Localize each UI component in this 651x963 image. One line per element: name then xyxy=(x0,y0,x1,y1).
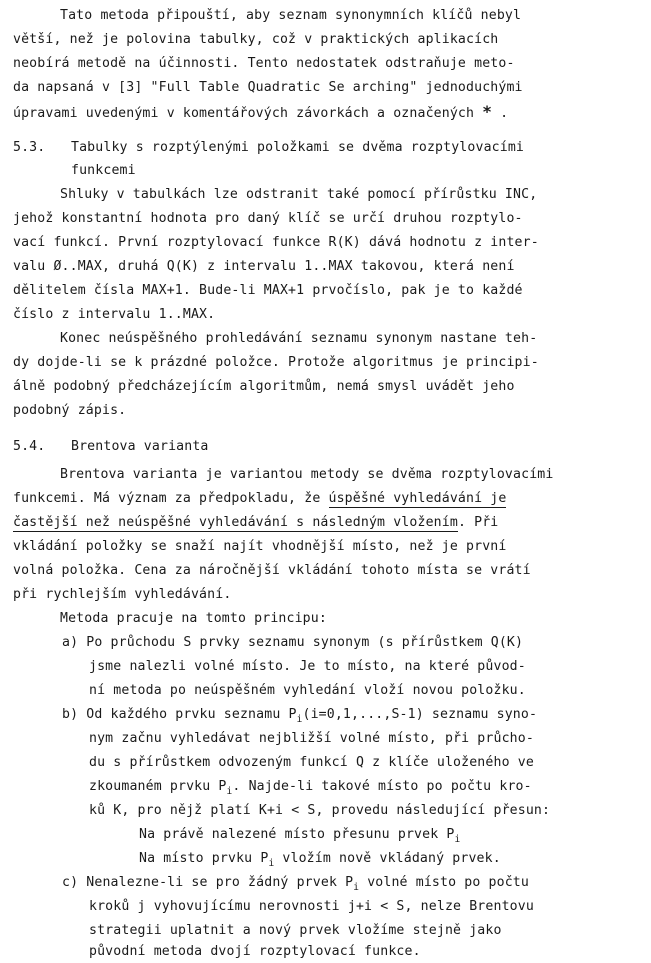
sec33-p1-line-3: vací funkcí. První rozptylovací funkce R(K) dává hodnotu z inter- xyxy=(13,235,539,250)
intro-line-5 xyxy=(13,104,508,122)
sec34-p1-line-3 xyxy=(13,515,498,531)
item-b-line-1 xyxy=(62,707,537,724)
section-5-3-title-line-2: funkcemi xyxy=(71,163,136,178)
section-5-3-title-line-1: Tabulky s rozptýlenými položkami se dvěma rozptylovacími xyxy=(71,140,525,155)
item-b-line-7-rest: vložím nově vkládaný prvek. xyxy=(274,851,501,866)
method-intro-line: Metoda pracuje na tomto principu: xyxy=(60,611,327,626)
subscript-i: i xyxy=(268,858,275,869)
sec34-p1-line-2-text: funkcemi. Má význam za předpokladu, že xyxy=(13,491,329,506)
sec33-p2-line-1: Konec neúspěšného prohledávání seznamu synonym nastane teh- xyxy=(60,331,538,346)
item-b-line-3: du s přírůstkem odvozeným funkcí Q z klíče uloženého ve xyxy=(89,755,534,770)
item-b-line-6 xyxy=(139,827,460,844)
sec34-p1-line-2 xyxy=(13,491,506,507)
sec34-p1-line-5: volná položka. Cena za náročnější vkládání tohoto místa se vrátí xyxy=(13,563,531,578)
sec33-p1-line-4: valu Ø..MAX, druhá Q(K) z intervalu 1..MAX takovou, která není xyxy=(13,259,515,274)
intro-line-4: da napsaná v [3] "Full Table Quadratic Se arching" jednoduchými xyxy=(13,80,523,95)
sec33-p1-line-1: Shluky v tabulkách lze odstranit také pomocí přírůstku INC, xyxy=(60,187,538,202)
section-5-4-number: 5.4. xyxy=(13,439,46,454)
item-b-line-6-text: Na právě nalezené místo přesunu prvek P xyxy=(139,827,455,842)
intro-line-5-end: . xyxy=(500,106,509,121)
item-c-line-1-text: c) Nenalezne-li se pro žádný prvek P xyxy=(62,875,354,890)
intro-line-2: větší, než je polovina tabulky, což v praktických aplikacích xyxy=(13,32,499,47)
item-c-line-2: kroků j vyhovujícímu nerovnosti j+i < S, nelze Brentovu xyxy=(89,899,534,914)
sec33-p2-line-3: álně podobný předcházejícím algoritmům, nemá smysl uvádět jeho xyxy=(13,379,515,394)
sec33-p2-line-2: dy dojde-li se k prázdné položce. Protože algoritmus je principi- xyxy=(13,355,539,370)
item-b-line-4 xyxy=(89,779,532,796)
intro-line-1: Tato metoda připouští, aby seznam synonymních klíčů nebyl xyxy=(60,8,522,23)
subscript-i: i xyxy=(226,786,233,797)
item-b-line-4-text: zkoumaném prvku P xyxy=(89,779,227,794)
subscript-i: i xyxy=(353,882,360,893)
sec34-p1-line-3-end: . Při xyxy=(457,515,499,530)
sec33-p1-line-6: číslo z intervalu 1..MAX. xyxy=(13,307,216,322)
sec34-p1-line-4: vkládání položky se snaží najít vhodnější místo, než je první xyxy=(13,539,507,554)
sec34-p1-line-1: Brentova varianta je variantou metody se dvěma rozptylovacími xyxy=(60,467,554,482)
underlined-phrase-1: úspěšné vyhledávání je xyxy=(328,491,507,506)
item-b-line-4-rest: . Najde-li takové místo po počtu kro- xyxy=(232,779,532,794)
intro-line-5-text: úpravami uvedenými v komentářových závorkách a označených xyxy=(13,106,475,121)
item-a-line-2: jsme nalezli volné místo. Je to místo, na které původ- xyxy=(89,659,526,674)
item-b-line-7-text: Na místo prvku P xyxy=(139,851,269,866)
item-a-line-3: ní metoda po neúspěšném vyhledání vloží novou položku. xyxy=(89,683,526,698)
intro-line-3: neobírá metodě na účinnosti. Tento nedostatek odstraňuje meto- xyxy=(13,56,515,71)
section-5-4-title: Brentova varianta xyxy=(71,439,209,454)
subscript-i: i xyxy=(454,834,461,845)
sec33-p1-line-5: dělitelem čísla MAX+1. Bude-li MAX+1 prvočíslo, pak je to každé xyxy=(13,283,523,298)
sec33-p2-line-4: podobný zápis. xyxy=(13,403,127,418)
item-c-line-4: původní metoda dvojí rozptylovací funkce. xyxy=(89,944,421,959)
item-c-line-1-rest: volné místo po počtu xyxy=(359,875,529,890)
sec33-p1-line-2: jehož konstantní hodnota pro daný klíč se určí druhou rozptylo- xyxy=(13,211,523,226)
item-b-line-5: ků K, pro nějž platí K+i < S, provedu následující přesun: xyxy=(89,803,551,818)
item-b-line-1-text: b) Od každého prvku seznamu P xyxy=(62,707,297,722)
item-b-line-2: nym začnu vyhledávat nejbližší volné místo, při průcho- xyxy=(89,731,534,746)
item-a-line-1: a) Po průchodu S prvky seznamu synonym (s přírůstkem Q(K) xyxy=(62,635,524,650)
section-5-3-number: 5.3. xyxy=(13,140,46,155)
item-c-line-1 xyxy=(62,875,529,892)
item-b-line-7 xyxy=(139,851,501,868)
subscript-i: i xyxy=(296,714,303,725)
asterisk-mark: * xyxy=(482,102,492,121)
item-c-line-3: strategii uplatnit a nový prvek vložíme stejně jako xyxy=(89,923,502,938)
underlined-phrase-2: častější než neúspěšné vyhledávání s následným vložením xyxy=(13,515,458,530)
sec34-p1-line-6: při rychlejším vyhledávání. xyxy=(13,587,232,602)
item-b-line-1-rest: (i=0,1,...,S-1) seznamu syno- xyxy=(302,707,538,722)
